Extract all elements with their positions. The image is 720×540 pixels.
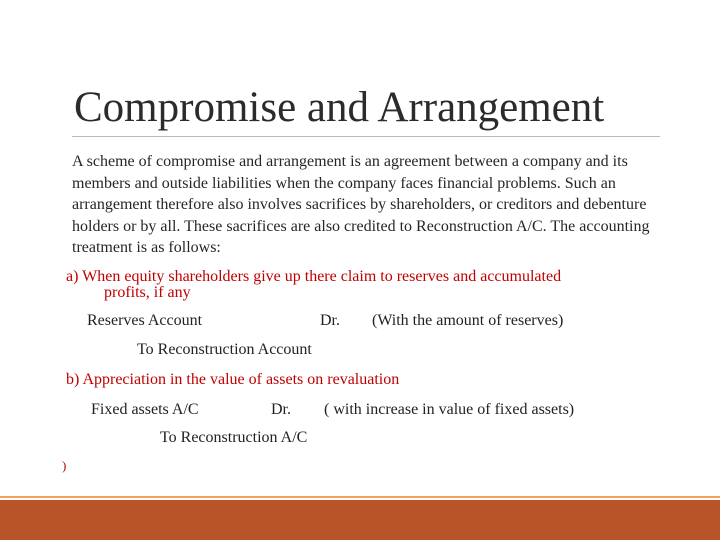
footer-bar (0, 500, 720, 540)
item-b-debit-account: Fixed assets A/C (91, 401, 199, 418)
item-b-credit-account: To Reconstruction A/C (160, 429, 308, 446)
item-b-debit-marker: Dr. (271, 401, 291, 418)
item-a-heading-line2: profits, if any (104, 284, 191, 301)
item-a-debit-marker: Dr. (320, 312, 340, 329)
item-a-debit-account: Reserves Account (87, 312, 203, 329)
item-b-heading: b) Appreciation in the value of assets on revaluation (66, 371, 400, 388)
item-a-credit-account: To Reconstruction Account (137, 341, 312, 358)
item-b-debit-note: ( with increase in value of fixed assets) (324, 401, 575, 418)
title-divider (72, 136, 660, 137)
stray-mark: ) (62, 458, 67, 473)
item-a-heading-line1: a) When equity shareholders give up there claim to reserves and accumulated (66, 268, 562, 285)
item-a-debit-note: (With the amount of reserves) (372, 312, 564, 329)
footer-accent-line (0, 496, 720, 498)
intro-paragraph: A scheme of compromise and arrangement is an agreement between a company and its members and outside liabilities when the company faces financial problems. Such an arrangement therefore also involves sacrifices by shareholders, or creditors and debenture holders or by all. These sacrifices are also credited to Reconstruction A/C. The accounting treatment is as follows: (72, 153, 650, 256)
slide-title: Compromise and Arrangement (74, 84, 605, 131)
